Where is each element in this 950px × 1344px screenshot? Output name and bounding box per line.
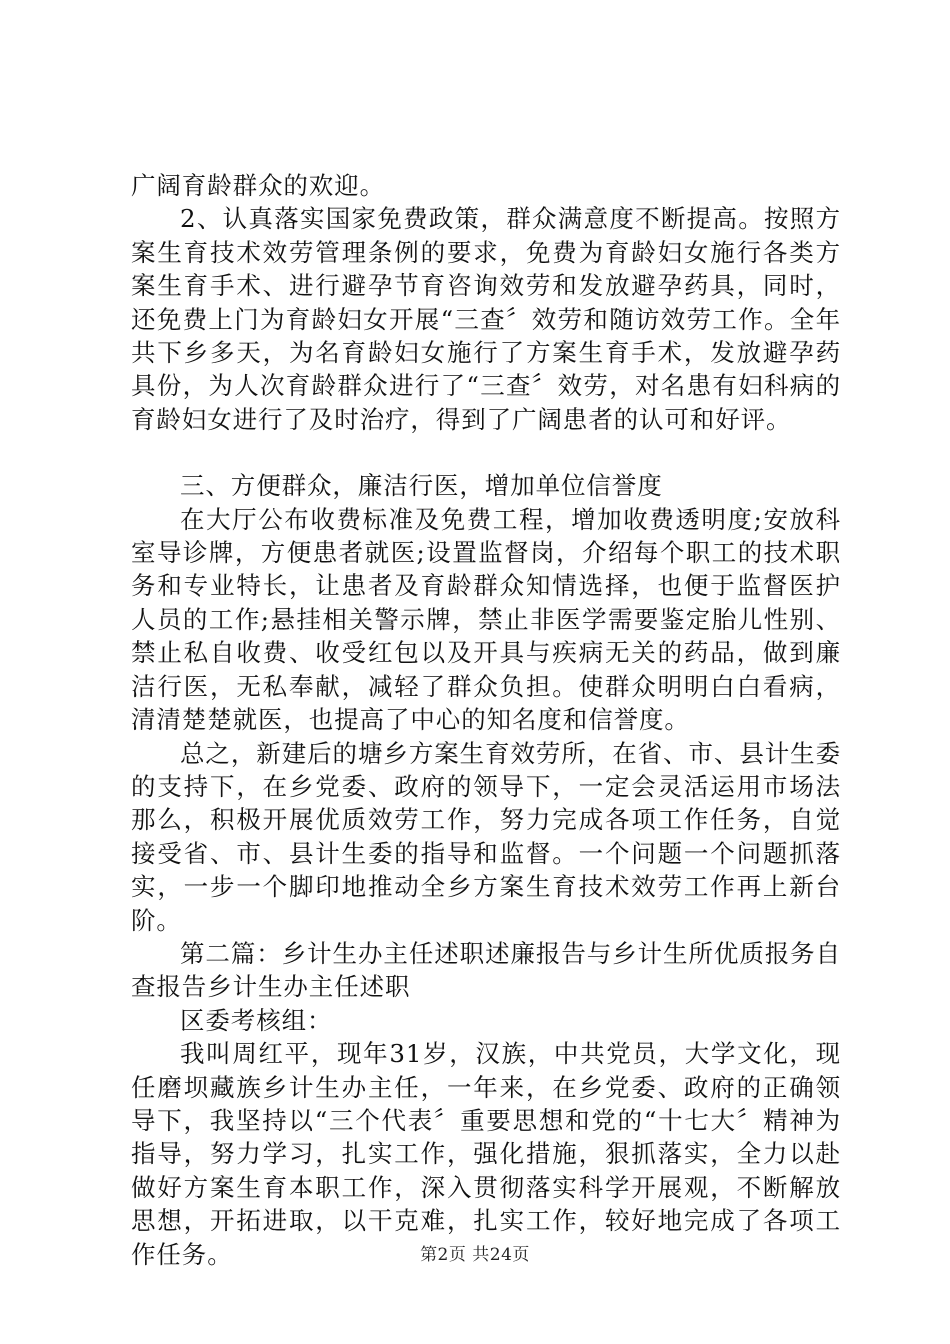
paragraph-summary: 总之，新建后的塘乡方案生育效劳所，在省、市、县计生委的支持下，在乡党委、政府的领导下，一定会灵活运用市场法那么，积极开展优质效劳工作，努力完成各项工作任务，自觉接受省、市、县计生委的指导和监督。一个问题一个问题抓落实，一步一个脚印地推动全乡方案生育技术效劳工作再上新台阶。 bbox=[131, 738, 841, 935]
paragraph-continuation: 广阔育龄群众的欢迎。 bbox=[131, 171, 385, 200]
section-heading-three: 三、方便群众，廉洁行医，增加单位信誉度 bbox=[180, 471, 663, 501]
document-body bbox=[131, 169, 841, 1271]
paragraph-transparency: 在大厅公布收费标准及免费工程，增加收费透明度;安放科室导诊牌，方便患者就医;设置监督岗，介绍每个职工的技术职务和专业特长，让患者及育龄群众知情选择，也便于监督医护人员的工作;悬挂相关警示牌，禁止非医学需要鉴定胎儿性别、禁止私自收费、收受红包以及开具与疾病无关的药品，做到廉洁行医，无私奉献，减轻了群众负担。使群众明明白白看病，清清楚楚就医，也提高了中心的知名度和信誉度。 bbox=[131, 504, 841, 735]
section-heading-part-two: 第二篇：乡计生办主任述职述廉报告与乡计生所优质报务自查报告乡计生办主任述职 bbox=[131, 938, 841, 1002]
paragraph-spacer bbox=[131, 436, 841, 469]
page-number-footer: 第2页 共24页 bbox=[420, 1245, 530, 1265]
salutation: 区委考核组： bbox=[180, 1005, 333, 1035]
paragraph-free-policy: 2、认真落实国家免费政策，群众满意度不断提高。按照方案生育技术效劳管理条例的要求，免费为育龄妇女施行各类方案生育手术、进行避孕节育咨询效劳和发放避孕药具，同时，还免费上门为育龄妇女开展“三查〞效劳和随访效劳工作。全年共下乡多天，为名育龄妇女施行了方案生育手术，发放避孕药具份，为人次育龄群众进行了“三查〞效劳，对名患有妇科病的育龄妇女进行了及时治疗，得到了广阔患者的认可和好评。 bbox=[131, 204, 841, 434]
paragraph-self-introduction: 我叫周红平，现年31岁，汉族，中共党员，大学文化，现任磨坝藏族乡计生办主任，一年来，在乡党委、政府的正确领导下，我坚持以“三个代表〞重要思想和党的“十七大〞精神为指导，努力学习，扎实工作，强化措施，狠抓落实，全力以赴做好方案生育本职工作，深入贯彻落实科学开展观，不断解放思想，开拓进取，以干克难，扎实工作，较好地完成了各项工作任务。 bbox=[131, 1039, 841, 1269]
